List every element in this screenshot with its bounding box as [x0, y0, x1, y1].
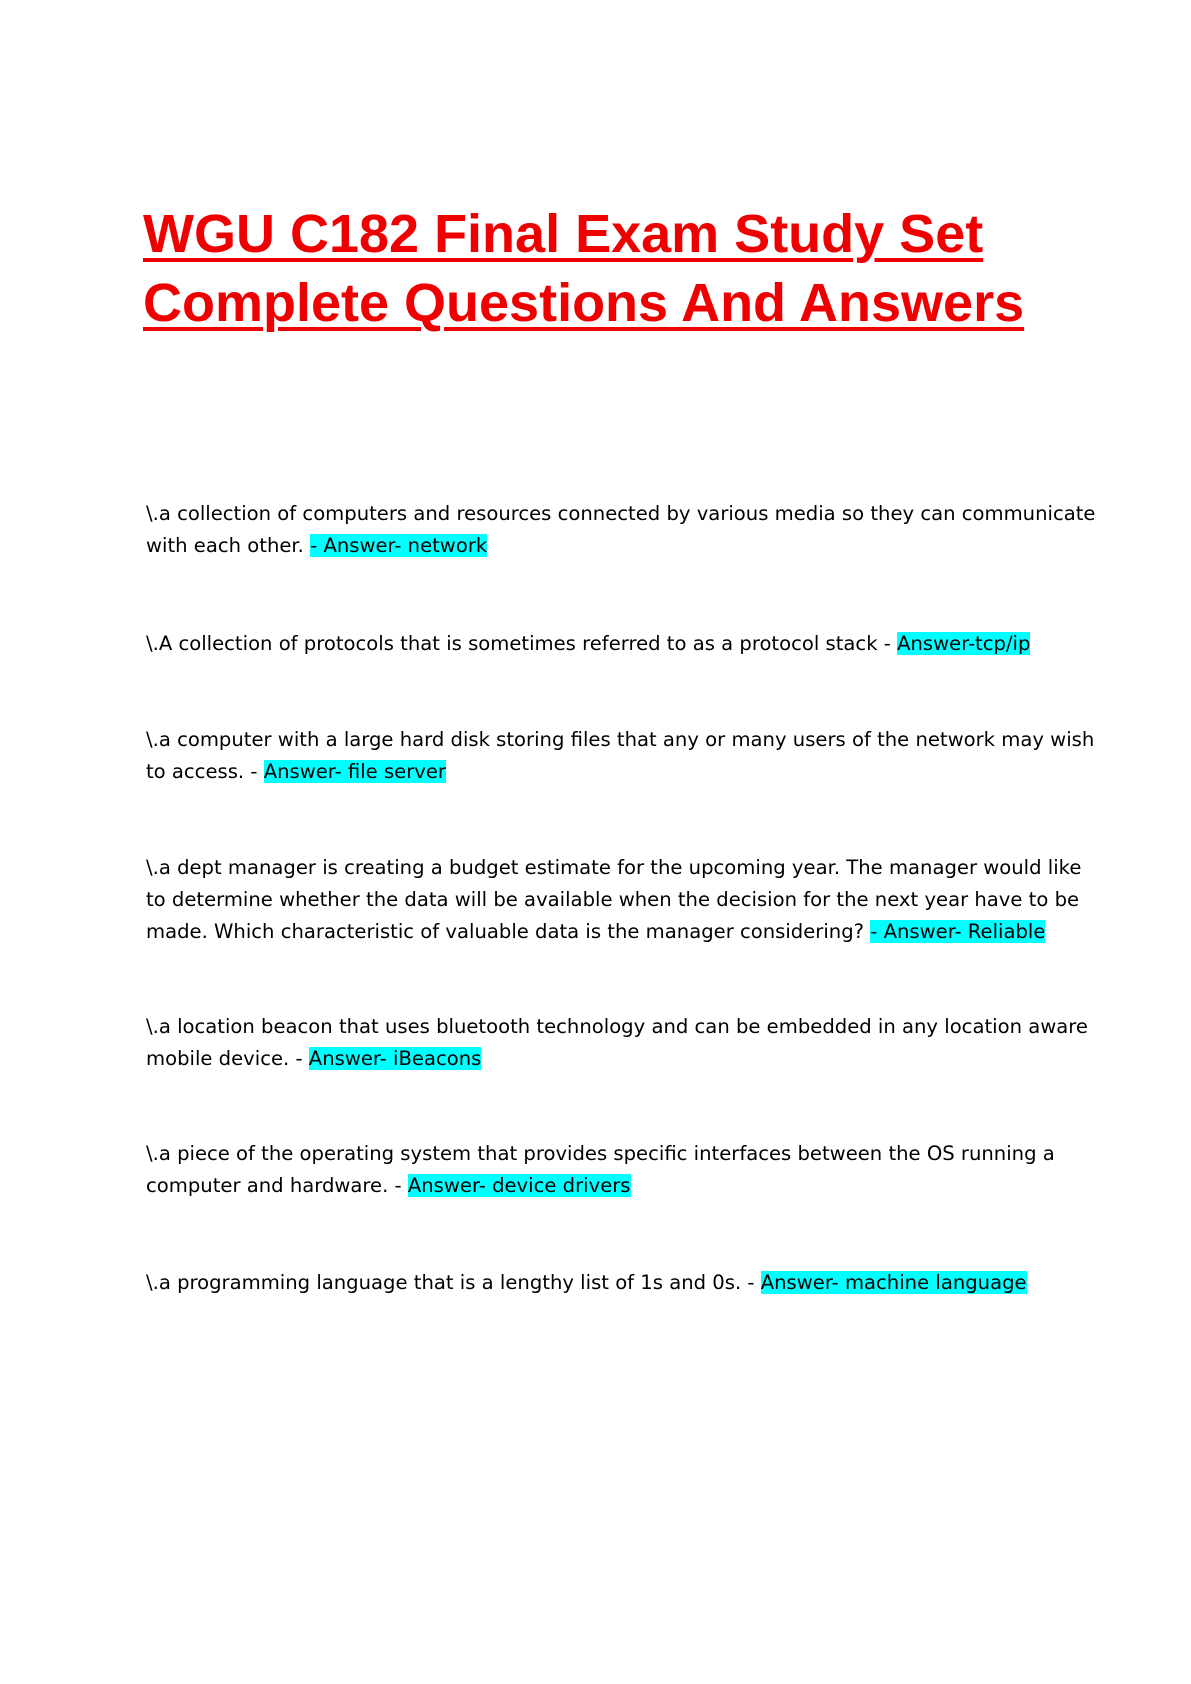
question-text: \.A collection of protocols that is sometimes referred to as a protocol stack - [146, 632, 898, 655]
qa-item-machine-language [146, 1267, 1096, 1299]
title-line-1: WGU C182 Final Exam Study Set [143, 204, 984, 264]
document-title [143, 200, 1103, 338]
answer-text: - Answer- network [310, 534, 488, 557]
answer-text: Answer- device drivers [407, 1174, 631, 1197]
question-text: \.a location beacon that uses bluetooth technology and can be embedded in any location aware mobile device. - [146, 1015, 1088, 1070]
qa-item-reliable [146, 852, 1096, 948]
answer-text: Answer-tcp/ip [897, 632, 1031, 655]
title-line-2: Complete Questions And Answers [143, 273, 1025, 333]
qa-item-ibeacons [146, 1011, 1096, 1075]
question-text: \.a collection of computers and resources connected by various media so they can communicate with each other. [146, 502, 1096, 557]
qa-item-file-server [146, 724, 1096, 788]
answer-text: Answer- file server [263, 760, 446, 783]
question-text: \.a computer with a large hard disk storing files that any or many users of the network may wish to access. - [146, 728, 1095, 783]
qa-item-network [146, 498, 1096, 562]
question-text: \.a piece of the operating system that provides specific interfaces between the OS running a computer and hardware. - [146, 1142, 1055, 1197]
answer-text: Answer- machine language [760, 1271, 1027, 1294]
answer-text: Answer- iBeacons [308, 1047, 482, 1070]
qa-item-tcp-ip [146, 628, 1096, 660]
answer-text: - Answer- Reliable [870, 920, 1046, 943]
question-text: \.a dept manager is creating a budget estimate for the upcoming year. The manager would like to determine whether the data will be available when the decision for the next year have to be made. Which characteristic of valuable data is the manager considering? [146, 856, 1082, 943]
qa-item-device-drivers [146, 1138, 1096, 1202]
question-text: \.a programming language that is a lengthy list of 1s and 0s. - [146, 1271, 761, 1294]
